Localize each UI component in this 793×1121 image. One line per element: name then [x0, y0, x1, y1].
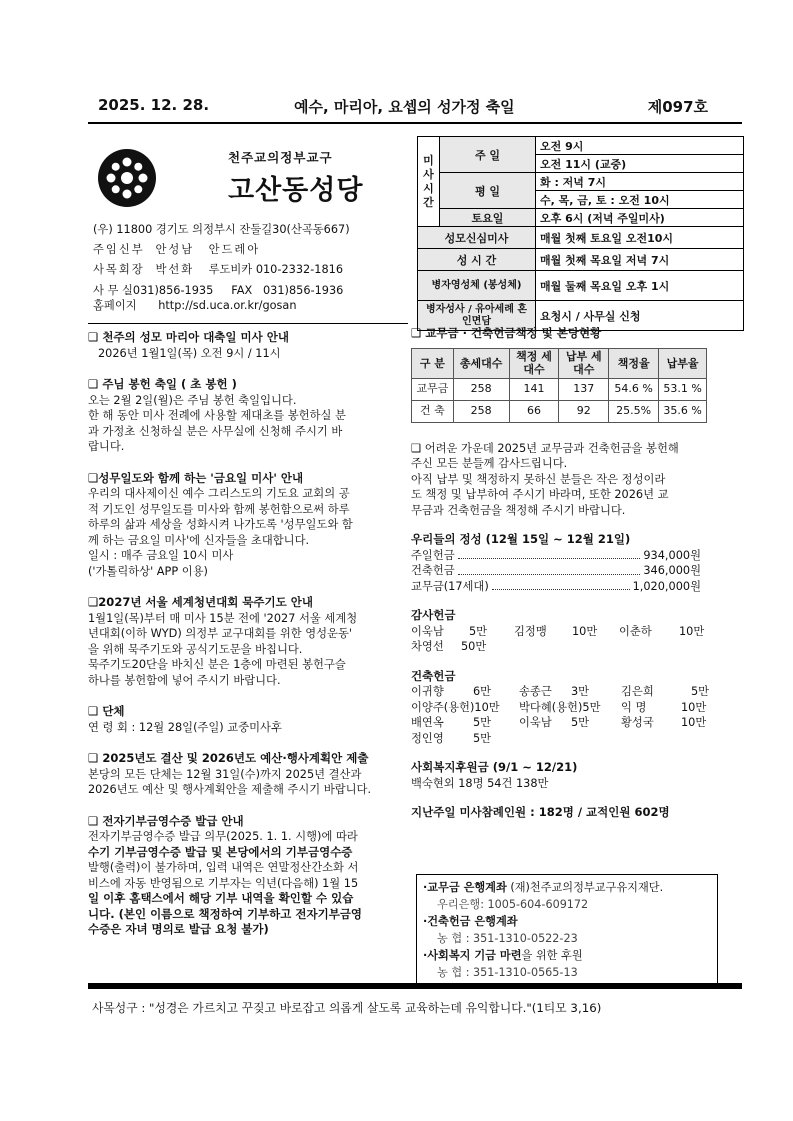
notice-4-title: ❑2027년 서울 세계청년대회 묵주기도 안내 — [88, 595, 313, 609]
notice-3-line: 하루의 삶과 세상을 성화시켜 나가도록 '성무일도와 함 — [88, 518, 353, 531]
weekday-mass-1: 화 : 저녁 7시 — [536, 173, 744, 191]
welfare-account-number: 농 협 : 351-1310-0565-13 — [437, 966, 578, 979]
office-line: 사 무 실031)856-1935 FAX 031)856-1936 — [93, 284, 344, 297]
issue-number: 제097호 — [647, 98, 708, 116]
notice-7-line: 전자기부금영수증 발급 의무(2025. 1. 1. 시행)에 따라 — [88, 830, 358, 843]
website-link[interactable]: http://sd.uca.or.kr/gosan — [158, 299, 297, 312]
saturday-mass: 오후 6시 (저녁 주일미사) — [536, 209, 744, 227]
offering-sunday: 주일헌금 934,000원 — [411, 548, 701, 562]
sunday-label: 주 일 — [440, 137, 536, 173]
web-line: 홈페이지 http://sd.uca.or.kr/gosan — [93, 299, 297, 312]
table-cell: 258 — [453, 378, 509, 400]
pastoral-verse: 사목성구 : "성경은 가르치고 꾸짖고 바로잡고 의롭게 살도록 교육하는데 유익합니다."(1티모 3,16) — [92, 1001, 602, 1015]
notice-6-line: 본당의 모든 단체는 12월 31일(수)까지 2025년 결산과 — [88, 767, 362, 781]
saturday-label: 토요일 — [440, 209, 536, 227]
left-rule — [88, 323, 408, 324]
attendance-count: 지난주일 미사참례인원 : 182명 / 교적인원 602명 — [411, 805, 670, 819]
masthead — [98, 96, 708, 118]
notice-2-title: ❑ 주님 봉헌 축일 ( 초 봉헌 ) — [88, 377, 237, 391]
notice-7-line: 비스에 자동 반영됨으로 기부자는 익년(다음해) 1월 15 — [88, 876, 359, 890]
baptism-value: 요청시 / 사무실 신청 — [536, 301, 744, 331]
anointing-value: 매월 둘째 목요일 오후 1시 — [536, 271, 744, 301]
heart-mass-value: 매월 첫째 토요일 오전10시 — [536, 227, 744, 249]
dues-header: 납부 세대수 — [559, 348, 609, 378]
dues-thanks-line: 도 책정 및 납부하여 주시기 바라며, 또한 2026년 교 — [411, 488, 669, 501]
table-cell: 258 — [453, 400, 509, 422]
address: (우) 11800 경기도 의정부시 잔둘길30(산곡동667) — [93, 223, 350, 236]
notice-3-line: 적 기도인 성무일도를 미사와 함께 봉헌함으로써 하루 — [88, 502, 350, 516]
dues-title: ❑ 교무금 · 건축헌금책정 및 본당현황 — [411, 326, 602, 340]
sunday-mass-2: 오전 11시 (교중) — [536, 155, 744, 173]
notice-2-line: 오는 2월 2일(월)은 주님 봉헌 축일입니다. — [88, 393, 297, 407]
building-title: 건축헌금 — [411, 668, 456, 683]
notice-2-line: 한 해 동안 미사 전례에 사용할 제대초를 봉헌하실 분 — [88, 409, 346, 422]
church-name: 고산동성당 — [228, 175, 364, 206]
dues-thanks-line: 무금과 건축헌금을 책정해 주시기 바랍니다. — [411, 503, 626, 517]
table-cell: 141 — [509, 378, 559, 400]
anointing-label: 병자영성체 (봉성체) — [418, 271, 536, 301]
table-cell: 교무금 — [412, 378, 454, 400]
notice-5-body: 연 령 회 : 12월 28일(주일) 교중미사후 — [88, 720, 282, 734]
dues-account-number: 우리은행: 1005-604-609172 — [437, 898, 589, 911]
notice-1-title: ❑ 천주의 성모 마리아 대축일 미사 안내 — [88, 330, 289, 344]
table-cell: 53.1 % — [659, 378, 707, 400]
dues-thanks-line: 아직 납부 및 책정하지 못하신 분들은 작은 정성이라 — [411, 472, 666, 486]
dues-header: 책정율 — [609, 348, 659, 378]
table-cell: 35.6 % — [659, 400, 707, 422]
building-account-title: ·건축헌금 은행계좌 — [423, 915, 518, 928]
adoration-label: 성 시 간 — [418, 249, 536, 271]
table-cell: 92 — [559, 400, 609, 422]
diocese-name: 천주교의정부교구 — [228, 150, 333, 165]
adoration-value: 매월 첫째 목요일 저녁 7시 — [536, 249, 744, 271]
thanks-title: 감사헌금 — [411, 608, 456, 622]
sunday-mass-1: 오전 9시 — [536, 137, 744, 155]
table-cell: 54.6 % — [609, 378, 659, 400]
notice-4-line: 1월1일(목)부터 매 미사 15분 전에 '2027 서울 세계청 — [88, 611, 358, 625]
notice-6-title: ❑ 2025년도 결산 및 2026년도 예산·행사계획안 제출 — [88, 751, 369, 765]
issue-date: 2025. 12. 28. — [98, 96, 210, 114]
thanks-row: 이욱남 5만 김정맹 10만 이춘하 10만 — [411, 624, 705, 638]
notice-1-body: 2026년 1월1일(목) 오전 9시 / 11시 — [98, 346, 281, 360]
notice-2-line: 과 가정초 신청하실 분은 사무실에 신청해 주시기 바 — [88, 424, 343, 438]
notices-column — [88, 330, 384, 938]
notice-7-title: ❑ 전자기부금영수증 발급 안내 — [88, 813, 244, 828]
finance-column — [411, 326, 743, 821]
notice-3-line: 일시 : 매주 금요일 10시 미사 — [88, 549, 234, 562]
notice-3-line: ('가톨릭하상' APP 이용) — [88, 564, 208, 578]
table-cell: 66 — [509, 400, 559, 422]
welfare-body: 백숙현외 18명 54건 138만 — [411, 776, 549, 790]
mass-schedule-table — [417, 136, 744, 331]
dues-thanks-line: 주신 모든 분들께 감사드립니다. — [411, 457, 568, 470]
notice-4-line: 하나를 봉헌함에 넣어 주시기 바랍니다. — [88, 673, 281, 687]
dues-header: 총세대수 — [453, 348, 509, 378]
weekday-mass-2: 수, 목, 금, 토 : 오전 10시 — [536, 191, 744, 209]
dues-header: 구 분 — [412, 348, 454, 378]
dues-thanks-line: ❑ 어려운 가운데 2025년 교무금과 건축헌금을 봉헌해 — [411, 441, 679, 455]
dues-header: 책정 세대수 — [509, 348, 559, 378]
notice-6-line: 2026년도 예산 및 행사계획안을 제출해 주시기 바랍니다. — [88, 783, 372, 796]
notice-4-line: 년대회(이하 WYD) 의정부 교구대회를 위한 영성운동' — [88, 627, 352, 640]
offering-building: 건축헌금 346,000원 — [411, 564, 701, 577]
notice-5-title: ❑ 단체 — [88, 704, 125, 718]
thanks-row: 차영선 50만 — [411, 640, 487, 653]
welfare-account-title: ·사회복지 기금 마련을 위한 후원 — [423, 949, 583, 962]
notice-3-line: 우리의 대사제이신 예수 그리스도의 기도요 교회의 공 — [88, 487, 350, 500]
building-row: 이양주(용헌)10만 박다혜(용헌)5만 익 명 10만 — [411, 700, 707, 714]
notice-2-line: 랍니다. — [88, 440, 125, 453]
table-row — [412, 400, 707, 422]
offering-title: 우리들의 정성 (12월 15일 ~ 12월 21일) — [411, 532, 631, 546]
parish-logo-icon — [97, 148, 157, 208]
offering-dues: 교무금(17세대) 1,020,000원 — [411, 579, 701, 593]
table-cell: 137 — [559, 378, 609, 400]
council-line: 사목회장 박선화 루도비카 010-2332-1816 — [93, 263, 344, 276]
table-cell: 건 축 — [412, 400, 454, 422]
building-row: 정인영 5만 — [411, 731, 492, 745]
dues-account-title: ·교무금 은행계좌 (재)천주교의정부교구유지재단. — [423, 881, 664, 894]
notice-4-line: 묵주기도20단을 바치신 분은 1층에 마련된 봉헌구슬 — [88, 658, 346, 671]
weekday-label: 평 일 — [440, 173, 536, 209]
welfare-title: 사회복지후원금 (9/1 ~ 12/21) — [411, 760, 578, 774]
bottom-rule — [88, 983, 742, 989]
building-row: 배연옥 5만 이욱남 5만 황성국 10만 — [411, 716, 707, 729]
top-rule — [88, 122, 742, 124]
building-account-number: 농 협 : 351-1310-0522-23 — [437, 932, 578, 945]
notice-7-line: 수기 기부금영수증 발급 및 본당에서의 기부금영수증 — [88, 844, 353, 859]
feast-title: 예수, 마리아, 요셉의 성가정 축일 — [294, 98, 515, 116]
parish-info — [93, 220, 413, 313]
notice-3-title: ❑성무일도와 함께 하는 '금요일 미사' 안내 — [88, 470, 304, 485]
heart-mass-label: 성모신심미사 — [418, 227, 536, 249]
notice-7-line: 수증은 자녀 명의로 발급 요청 불가) — [88, 922, 269, 936]
bank-accounts-box — [416, 874, 718, 986]
mass-side-label: 미사시간 — [418, 137, 440, 227]
pastor-line: 주임신부 안성남 안드레아 — [93, 243, 261, 256]
building-row: 이귀향 6만 송종근 3만 김은희 5만 — [411, 685, 710, 698]
table-cell: 25.5% — [609, 400, 659, 422]
notice-3-line: 께 하는 금요일 미사'에 신자들을 초대합니다. — [88, 533, 310, 547]
dues-header: 납부율 — [659, 348, 707, 378]
notice-7-line: 일 이후 홈택스에서 해당 기부 내역을 확인할 수 있습 — [88, 891, 354, 905]
dues-table — [411, 348, 707, 423]
table-row — [412, 378, 707, 400]
notice-7-line: 니다. (본인 이름으로 책정하여 기부하고 전자기부금영 — [88, 906, 363, 921]
baptism-label: 병자성사 / 유아세례 혼인면담 — [418, 301, 536, 331]
notice-7-line: 발행(출력)이 불가하며, 입력 내역은 연말정산간소화 서 — [88, 861, 359, 874]
notice-4-line: 을 위해 묵주기도와 공식기도문을 바칩니다. — [88, 642, 303, 656]
